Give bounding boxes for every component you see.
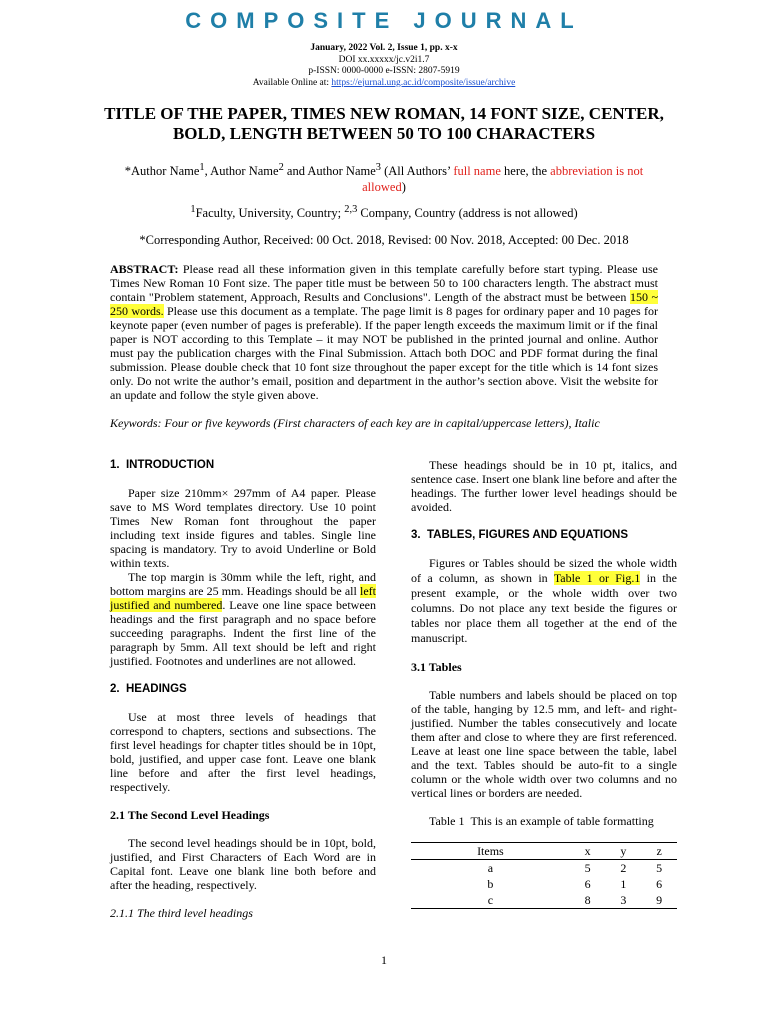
archive-link[interactable]: https://ejurnal.ung.ac.id/composite/issue/archive [331,77,516,88]
paragraph: Use at most three levels of headings that correspond to chapters, sections and subsections. The first level headings for chapter titles should be in 10pt, bold, justified, and upper case font. Leave one blank line before and after the first level headings, respectively. [110,710,376,794]
highlighted-text: left justified and numbered [110,584,376,612]
author-sup: 1 [199,162,205,173]
data-table [411,842,677,909]
page-number: 1 [381,953,387,967]
affil-text: Company, Country (address is not allowed) [357,206,578,221]
table-header-cell: x [570,843,606,860]
table-cell: b [487,877,494,891]
affil-sup: 2,3 [344,204,358,215]
paragraph: Paper size 210mm× 297mm of A4 paper. Please save to MS Word templates directory. Use 10 point Times New Roman font throughout the paper including text inside figures and tables. Single line spacing is mandatory. Try to avoid Underline or Bold within texts. [110,486,376,570]
paragraph: These headings should be in 10 pt, italics, and sentence case. Insert one blank line before and after the headings. The further lower level headings should be avoided. [411,458,677,514]
journal-meta [0,43,768,89]
table-header-cell: z [641,843,677,860]
table-caption: Table 1 This is an example of table formatting [429,814,654,828]
doi-line: DOI xx.xxxxx/jc.v2i1.7 [338,54,430,65]
author-text: here, the [500,164,551,179]
paragraph [411,556,677,646]
left-column [110,458,376,920]
author-text: and Author Name [283,164,376,179]
highlighted-text: Table 1 or Fig.1 [553,571,641,585]
subsubsection-heading: 2.1.1 The third level headings [110,906,253,920]
paragraph-text: in the present example, or the whole width over two columns. Do not place any text beside the figures or tables nor place them all together at the end of the manuscript. [411,571,678,645]
paragraph [110,570,376,668]
table-cell: 9 [641,892,677,909]
affiliation-line [0,203,768,221]
paragraph-text: Figures or Tables should be sized the whole width of a column, as shown in [411,556,677,585]
right-column [411,458,677,909]
author-text: ) [401,180,406,195]
author-note-red: abbreviation is not allowed [362,164,644,195]
issue-line: January, 2022 Vol. 2, Issue 1, pp. x-x [310,43,458,53]
journal-name: COMPOSITE JOURNAL [185,8,583,33]
abstract-label: ABSTRACT: [110,262,179,276]
author-text: *Author Name [124,164,200,179]
issn-line: p-ISSN: 0000-0000 e-ISSN: 2807-5919 [308,66,460,76]
available-label: Available Online at: [252,77,332,88]
table-cell: 1 [620,877,627,891]
availability-line [0,78,768,90]
table-cell: 6 [656,877,663,891]
table-row [411,860,677,877]
author-note-red: full name [453,164,501,179]
affil-text: Faculty, University, Country; [195,206,345,221]
author-text: (All Authors’ [380,164,454,179]
subsection-heading: 3.1 Tables [411,660,462,674]
author-sup: 2 [278,162,284,173]
corresponding-line: *Corresponding Author, Received: 00 Oct. 2018, Revised: 00 Nov. 2018, Accepted: 00 Dec. 2018 [139,233,629,247]
abstract-text: Please read all these information given in this template carefully before start typing. Please use Times New Roman 10 Font size. The paper title must be between 50 to 100 characters length. The abstract must contain "Problem statement, Approach, Results and Conclusions". Length of the abstract must be between [110,262,658,304]
abstract [110,262,658,402]
table-cell: c [411,892,570,909]
paragraph: The second level headings should be in 10pt, bold, justified, and First Characters of Each Word are in Capital font. Leave one blank line both before and after the heading, respectively. [110,836,376,892]
section-heading: 2. HEADINGS [110,683,187,695]
affil-sup: 1 [190,204,196,215]
table-header-cell: y [606,843,642,860]
subsection-heading: 2.1 The Second Level Headings [110,808,270,822]
authors-line [110,160,658,195]
table-header-row [411,843,677,860]
abstract-text: Please use this document as a template. The page limit is 8 pages for ordinary paper and 10 pages for keynote paper (even number of pages is preferable). If the paper length exceeds the maximum limit or if the final paper is NOT according to this Template – it may NOT be published in the printed journal and online. Author must pay the publication charges with the Final Submission. Attach both DOC and PDF format during the final submission. Please double check that 10 font size throughout the paper except for the title which is 14 font sizes only. Do not write the author’s email, position and department in the author’s section above. Visit the website for an update and follow the style given above. [110,304,658,402]
paragraph-text: The top margin is 30mm while the left, right, and bottom margins are 25 mm. Headings should be all [110,570,376,598]
paragraph-text: . Leave one line space between headings and the first paragraph and no space before succeeding paragraphs. Indent the first line of the paragraph by 5mm. All text should be left and right justified. Footnotes and underlines are not allowed. [110,598,376,668]
table-cell: a [487,861,494,875]
table-cell: 3 [606,892,642,909]
author-text: , Author Name [204,164,279,179]
paper-title: TITLE OF THE PAPER, TIMES NEW ROMAN, 14 FONT SIZE, CENTER, BOLD, LENGTH BETWEEN 50 TO 100 CHARACTERS [104,104,664,143]
author-sup: 3 [375,162,381,173]
table-row [411,876,677,892]
table-cell: 5 [656,861,663,875]
table-header-cell: Items [411,843,570,860]
table-cell: 5 [584,861,591,875]
table-cell: 2 [620,861,627,875]
keywords: Keywords: Four or five keywords (First characters of each key are in capital/uppercase letters), Italic [110,416,600,430]
paragraph: Table numbers and labels should be placed on top of the table, hanging by 12.5 mm, and left- and right-justified. Number the tables consecutively and locate them after and close to where they are first referenced. Leave at least one line space between the table, label and the text. Tables should be auto-fit to a single column or the whole width over two columns and no vertical lines or borders are needed. [411,688,677,800]
table-row [411,892,677,909]
section-heading: 3. TABLES, FIGURES AND EQUATIONS [411,529,629,541]
table-cell: 6 [584,877,591,891]
section-heading: 1. INTRODUCTION [110,459,215,471]
abstract-highlight: 150 ~ 250 words. [110,290,658,318]
table-cell: 8 [570,892,606,909]
